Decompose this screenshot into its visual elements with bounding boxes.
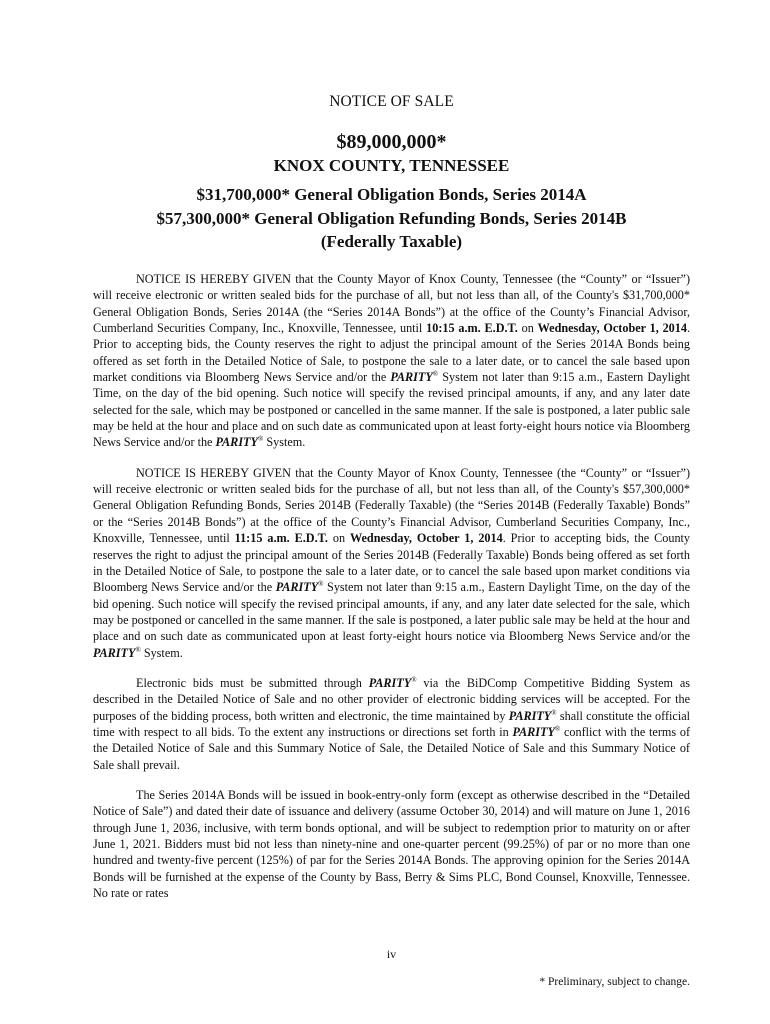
notice-title: NOTICE OF SALE (329, 93, 454, 110)
bid-time-a: 10:15 a.m. E.D.T. (426, 321, 518, 336)
paragraph-electronic-bids: Electronic bids must be submitted through PARITY® via the BiDComp Competitive Bidding System as described in the Detailed Notice of Sale and no other provider of electronic bidding services will be accepted. For the purposes of the bidding process, both written and electronic, the time maintained by PARITY® shall constitute the official time with respect to all bids. To the extent any instructions or directions set forth in PARITY® conflict with the terms of the Detailed Notice of Sale and this Summary Notice of Sale, the Detailed Notice of Sale and this Summary Notice of Sale shall prevail. (93, 675, 691, 772)
paragraph-series-b-notice: NOTICE IS HEREBY GIVEN that the County Mayor of Knox County, Tennessee (the “County” or “Issuer”) will receive electronic or written sealed bids for the purchase of all, but not less than all, of the County's $57,300,000* General Obligation Refunding Bonds, Series 2014B (Federally Taxable) (the “Series 2014B (Federally Taxable) Bonds” or the “Series 2014B Bonds”) at the office of the County’s Financial Advisor, Cumberland Securities Company, Inc., Knoxville, Tennessee, until 11:15 a.m. E.D.T. on Wednesday, October 1, 2014. Prior to accepting bids, the County reserves the right to adjust the principal amount of the Series 2014B (Federally Taxable) Bonds being offered as set forth in the Detailed Notice of Sale, to postpone the sale to a later date, or to cancel the sale based upon market conditions via Bloomberg News Service and/or the PARITY® System not later than 9:15 a.m., Eastern Daylight Time, on the day of the bid opening. Such notice will specify the revised principal amounts, if any, and any later date selected for the sale, which may be postponed or cancelled in the same manner. If the sale is postponed, a later public sale may be held at the hour and place and on such date as communicated upon at least forty-eight hours notice via Bloomberg News Service and/or the PARITY® System. (93, 465, 691, 660)
page-number: iv (386, 947, 397, 961)
paragraph-series-a-terms: The Series 2014A Bonds will be issued in book-entry-only form (except as otherwise described in the “Detailed Notice of Sale”) and dated their date of issuance and delivery (assume October 30, 2014) and will mature on June 1, 2016 through June 1, 2036, inclusive, with term bonds optional, and will be subject to redemption prior to maturity on or after June 1, 2021. Bidders must bid not less than ninety-nine and one-quarter percent (99.25%) of par or no more than one hundred and twenty-five percent (125%) of par for the Series 2014A Bonds. The approving opinion for the Series 2014A Bonds will be furnished at the expense of the County by Bass, Berry & Sims PLC, Bond Counsel, Knoxville, Tennessee. No rate or rates (93, 787, 690, 901)
notice-body (93, 271, 690, 915)
issuer-name: KNOX COUNTY, TENNESSEE (273, 156, 510, 175)
parity-term: PARITY (93, 645, 136, 660)
paragraph-series-a-notice: NOTICE IS HEREBY GIVEN that the County Mayor of Knox County, Tennessee (the “County” or “Issuer”) will receive electronic or written sealed bids for the purchase of all, but not less than all, of the County's $31,700,000* General Obligation Bonds, Series 2014A (the “Series 2014A Bonds”) at the office of the County’s Financial Advisor, Cumberland Securities Company, Inc., Knoxville, Tennessee, until 10:15 a.m. E.D.T. on Wednesday, October 1, 2014. Prior to accepting bids, the County reserves the right to adjust the principal amount of the Series 2014A Bonds being offered as set forth in the Detailed Notice of Sale, to postpone the sale to a later date, or to cancel the sale based upon market conditions via Bloomberg News Service and/or the PARITY® System not later than 9:15 a.m., Eastern Daylight Time, on the day of the bid opening. Such notice will specify the revised principal amounts, if any, and any later date selected for the sale, which may be postponed or cancelled in the same manner. If the sale is postponed, a later public sale may be held at the hour and place and on such date as communicated upon at least forty-eight hours notice via Bloomberg News Service and/or the PARITY® System. (93, 272, 691, 450)
bid-date-b: Wednesday, October 1, 2014 (350, 531, 503, 546)
parity-term: PARITY (215, 435, 258, 450)
parity-term: PARITY (512, 724, 555, 739)
footnote: * Preliminary, subject to change. (539, 976, 690, 988)
bid-time-b: 11:15 a.m. E.D.T. (234, 531, 328, 546)
series-heading (93, 183, 690, 254)
total-amount: $89,000,000* (336, 131, 447, 153)
bid-date-a: Wednesday, October 1, 2014 (537, 321, 687, 336)
series-b-note: (Federally Taxable) (320, 232, 463, 251)
parity-term: PARITY (508, 708, 552, 723)
parity-term: PARITY (275, 580, 319, 595)
parity-term: PARITY (368, 675, 412, 690)
series-a-title: $31,700,000* General Obligation Bonds, Series 2014A (196, 185, 587, 204)
parity-term: PARITY (390, 370, 433, 385)
series-b-title: $57,300,000* General Obligation Refunding Bonds, Series 2014B (156, 208, 627, 228)
